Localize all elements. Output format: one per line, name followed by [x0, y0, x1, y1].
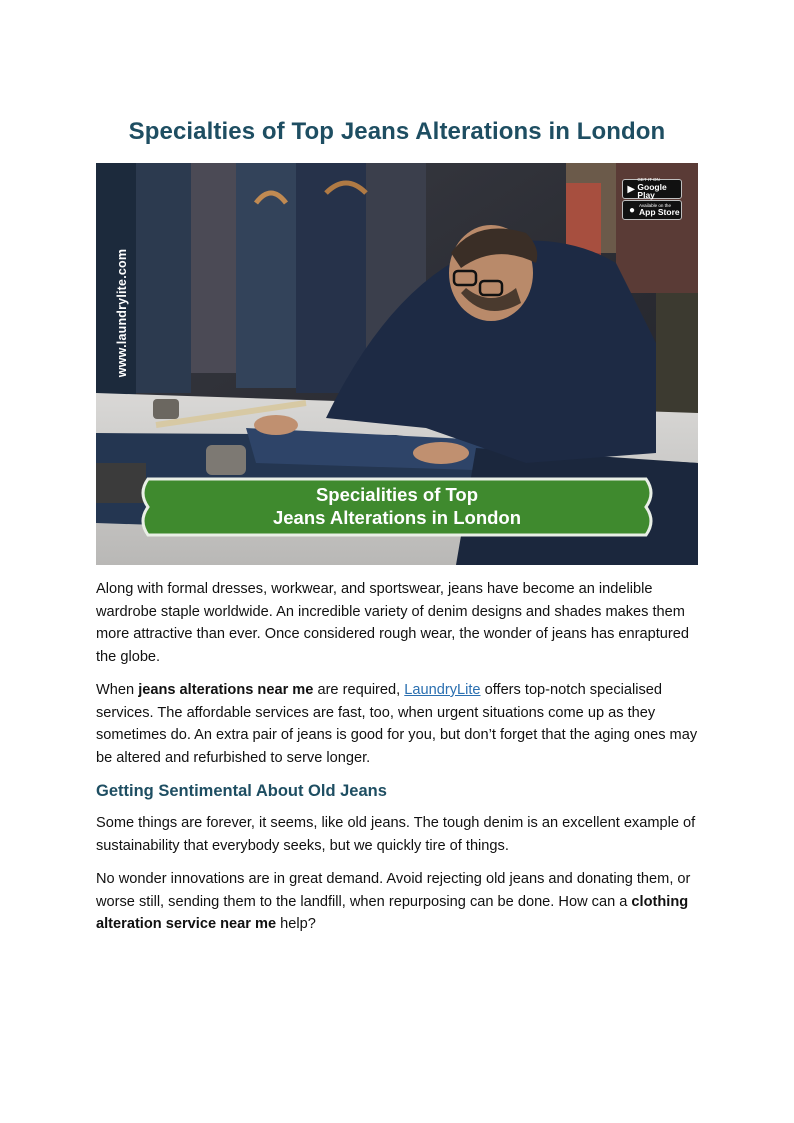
app-store-badge[interactable]	[622, 200, 682, 220]
p4-after: help?	[276, 916, 316, 933]
google-play-icon: ▶	[627, 183, 636, 195]
hero-banner	[142, 477, 652, 535]
p4-bold-keyword: clothing alteration service near me	[96, 893, 689, 933]
watermark-text: www.laundrylite.com	[115, 248, 129, 378]
paragraph-laundrylite	[96, 679, 698, 769]
google-play-badge[interactable]	[622, 179, 682, 199]
section-heading: Getting Sentimental About Old Jeans	[96, 782, 387, 800]
google-play-small-text: GET IT ON	[637, 177, 660, 183]
watermark	[102, 243, 142, 383]
p2-before: When	[96, 682, 139, 698]
banner-line-1: Specialities of Top	[315, 484, 479, 505]
p2-middle: are required,	[313, 682, 405, 698]
hero-image	[96, 163, 698, 565]
apple-icon: ●	[628, 204, 636, 216]
paragraph-intro: Along with formal dresses, workwear, and sportswear, jeans have become an indelible wardrobe staple worldwide. An incredible variety of denim designs and shades makes them more attractive than ever. Once considered rough wear, the wonder of jeans has enraptured the globe.	[96, 581, 690, 665]
paragraph-innovations	[96, 868, 698, 936]
p4-before: No wonder innovations are in great demand. Avoid rejecting old jeans and donating them, or worse still, sending them to the landfill, when repurposing can be done. How can a	[96, 871, 691, 910]
paragraph-old-jeans: Some things are forever, it seems, like old jeans. The tough denim is an excellent example of sustainability that everybody seeks, but we quickly tire of things.	[96, 815, 696, 854]
app-store-label: App Store	[639, 207, 680, 217]
p2-after: offers top-notch specialised services. The affordable services are fast, too, when urgent situations come up as they sometimes do. An extra pair of jeans is good for you, but don’t forget that the aging ones may be altered and refurbished to serve longer.	[96, 682, 698, 766]
page-title: Specialties of Top Jeans Alterations in London	[128, 118, 666, 145]
p2-bold-keyword: jeans alterations near me	[138, 682, 314, 698]
laundrylite-link[interactable]: LaundryLite	[404, 682, 481, 698]
app-store-small-text: Available on the	[639, 202, 671, 208]
google-play-label: Google Play	[637, 181, 667, 201]
banner-line-2: Jeans Alterations in London	[272, 507, 522, 528]
